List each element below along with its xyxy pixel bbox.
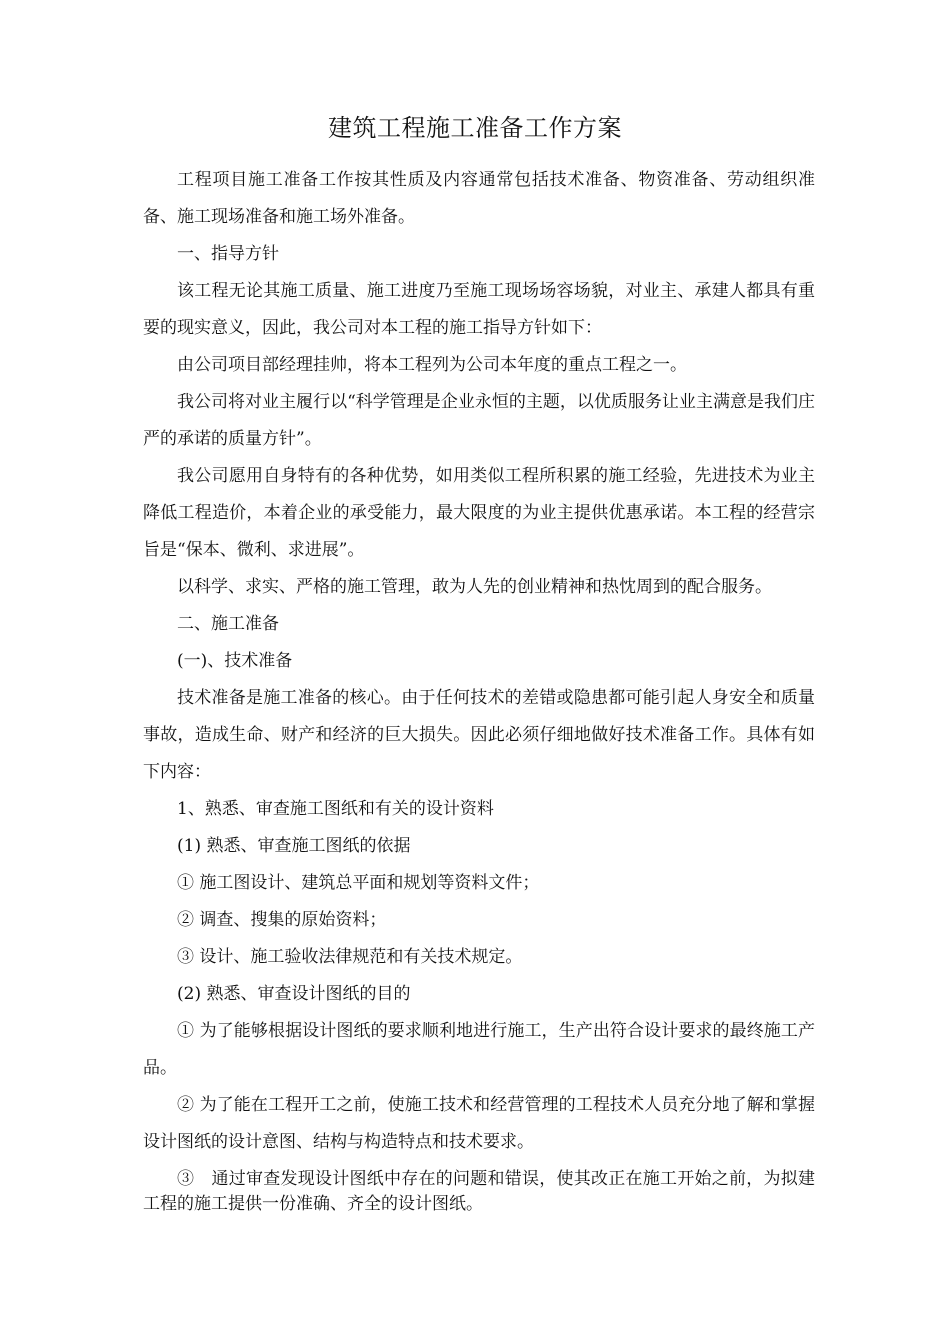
paragraph-quality-policy: 我公司将对业主履行以“科学管理是企业永恒的主题，以优质服务让业主满意是我们庄严的承诺的质量方针”。: [143, 392, 815, 449]
paragraph-management-spirit: 以科学、求实、严格的施工管理，敢为人先的创业精神和热忱周到的配合服务。: [177, 577, 772, 597]
list-item-basis-3: ③ 设计、施工验收法律规范和有关技术规定。: [177, 947, 523, 967]
section-heading-construction-prep: 二、施工准备: [177, 614, 279, 634]
subsection-heading-technical-prep: (一)、技术准备: [177, 651, 293, 671]
list-heading-drawings-review: 1、熟悉、审查施工图纸和有关的设计资料: [177, 799, 494, 819]
paragraph-project-manager: 由公司项目部经理挂帅，将本工程列为公司本年度的重点工程之一。: [177, 355, 687, 375]
paragraph-policy-significance: 该工程无论其施工质量、施工进度乃至施工现场场容场貌，对业主、承建人都具有重要的现实意义，因此，我公司对本工程的施工指导方针如下：: [143, 281, 815, 338]
list-item-basis-2: ② 调查、搜集的原始资料；: [177, 910, 387, 930]
document-body: [143, 162, 815, 1217]
paragraph-company-advantages: 我公司愿用自身特有的各种优势，如用类似工程所积累的施工经验，先进技术为业主降低工程造价，本着企业的承受能力，最大限度的为业主提供优惠承诺。本工程的经营宗旨是“保本、微利、求进展”。: [143, 466, 815, 560]
list-item-purpose-3: ③ 通过审查发现设计图纸中存在的问题和错误，使其改正在施工开始之前，为拟建工程的施工提供一份准确、齐全的设计图纸。: [143, 1169, 815, 1214]
list-item-basis-1: ① 施工图设计、建筑总平面和规划等资料文件；: [177, 873, 540, 893]
paragraph-technical-prep-core: 技术准备是施工准备的核心。由于任何技术的差错或隐患都可能引起人身安全和质量事故，造成生命、财产和经济的巨大损失。因此必须仔细地做好技术准备工作。具体有如下内容：: [143, 688, 815, 782]
document-title: 建筑工程施工准备工作方案: [328, 114, 622, 142]
list-item-purpose-1: ① 为了能够根据设计图纸的要求顺利地进行施工，生产出符合设计要求的最终施工产品。: [143, 1021, 815, 1078]
paragraph-intro: 工程项目施工准备工作按其性质及内容通常包括技术准备、物资准备、劳动组织准备、施工现场准备和施工场外准备。: [143, 170, 815, 227]
list-item-purpose-2: ② 为了能在工程开工之前，使施工技术和经营管理的工程技术人员充分地了解和掌握设计图纸的设计意图、结构与构造特点和技术要求。: [143, 1095, 815, 1152]
list-subheading-review-basis: (1) 熟悉、审查施工图纸的依据: [177, 836, 411, 856]
list-subheading-review-purpose: (2) 熟悉、审查设计图纸的目的: [177, 984, 411, 1004]
section-heading-guiding-policy: 一、指导方针: [177, 244, 279, 264]
